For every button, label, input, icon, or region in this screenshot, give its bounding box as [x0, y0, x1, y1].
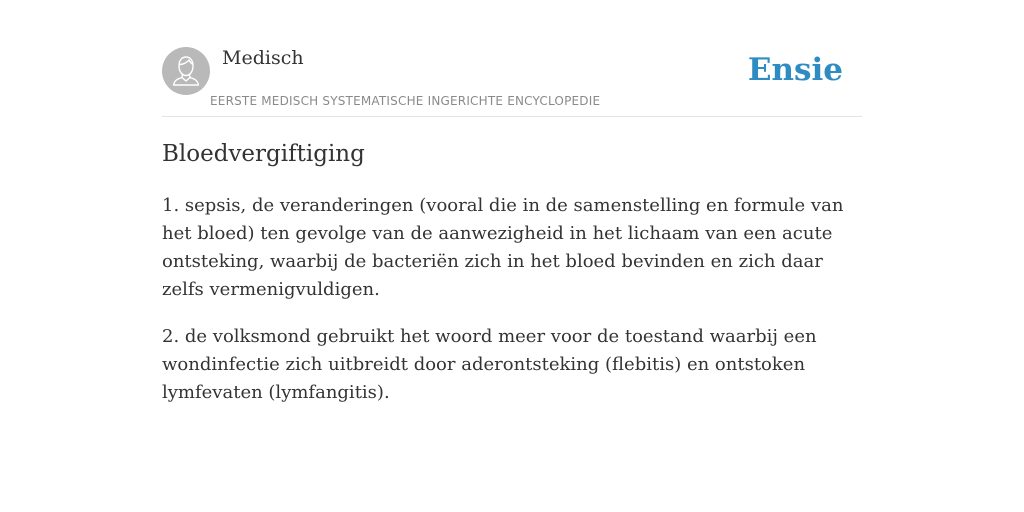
- header: [162, 0, 862, 117]
- entry-title: Bloedvergiftiging: [162, 141, 365, 167]
- avatar[interactable]: [162, 47, 210, 95]
- definition-paragraph: 1. sepsis, de veranderingen (vooral die in de samenstelling en formule van het bloed) ten gevolge van de aanwezigheid in het lichaam van een acute ontsteking, waarbij de bacteriën zich in het bloed bevinden en zich daar zelfs vermenigvuldigen.: [162, 195, 844, 300]
- definition-paragraph: 2. de volksmond gebruikt het woord meer voor de toestand waarbij een wondinfectie zich uitbreidt door aderontsteking (flebitis) en ontstoken lymfevaten (lymfangitis).: [162, 326, 817, 403]
- entry-content: [162, 138, 866, 407]
- brand-logo[interactable]: Ensie: [747, 52, 843, 88]
- source-title[interactable]: Medisch: [222, 47, 304, 69]
- user-icon: [162, 47, 210, 95]
- source-subtitle: EERSTE MEDISCH SYSTEMATISCHE INGERICHTE ENCYCLOPEDIE: [210, 94, 601, 108]
